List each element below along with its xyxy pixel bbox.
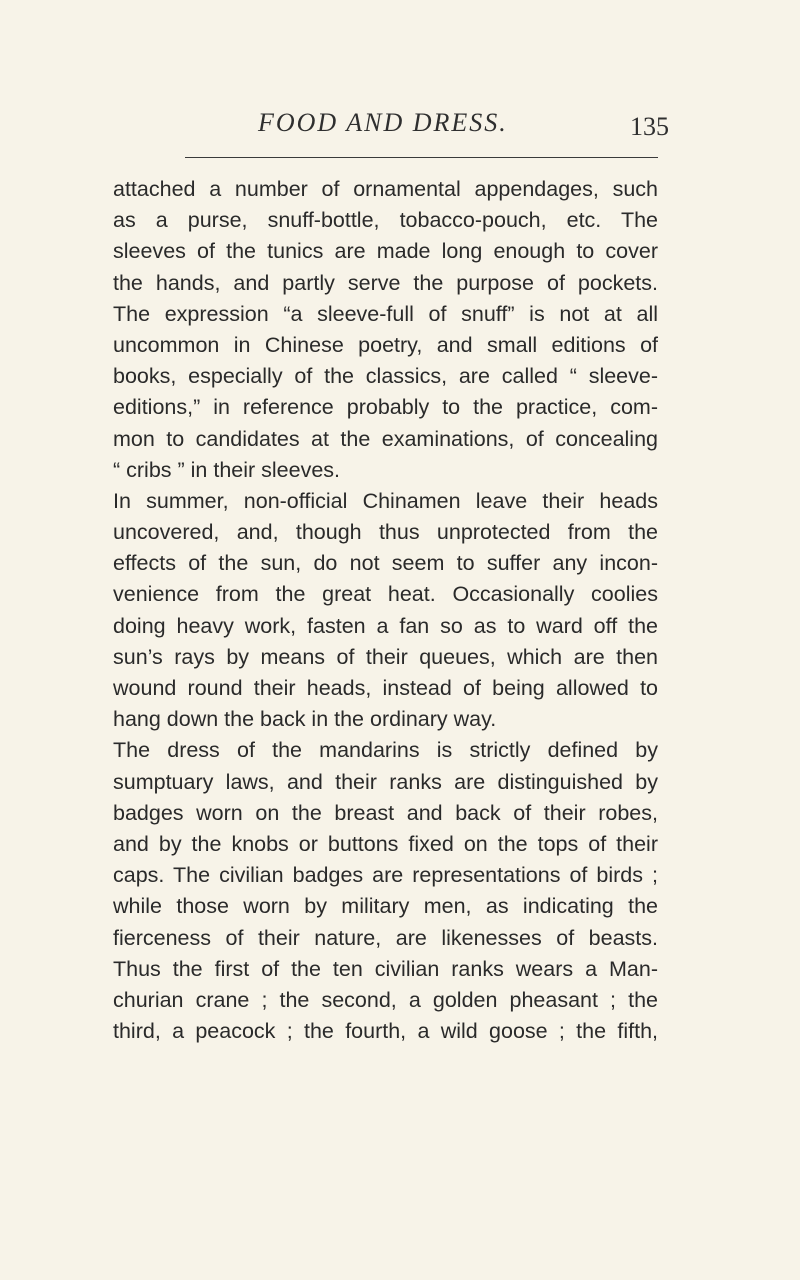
text-line: venience from the great heat. Occasionally coolies — [113, 582, 658, 607]
text-line: In summer, non-official Chinamen leave their heads — [113, 488, 658, 513]
text-line: sumptuary laws, and their ranks are distinguished by — [113, 769, 658, 794]
text-line: fierceness of their nature, are likenesses of beasts. — [113, 925, 658, 950]
text-line: mon to candidates at the examinations, of concealing — [113, 426, 658, 451]
page-number: 135 — [630, 112, 669, 141]
text-line: the hands, and partly serve the purpose of pockets. — [113, 270, 658, 295]
text-line: hang down the back in the ordinary way. — [113, 707, 497, 732]
text-line: doing heavy work, fasten a fan so as to ward off the — [113, 613, 658, 638]
text-line: “ cribs ” in their sleeves. — [113, 457, 341, 482]
text-line: books, especially of the classics, are called “ sleeve- — [113, 364, 658, 389]
body-text — [113, 174, 658, 1047]
text-line: Thus the first of the ten civilian ranks wears a Man- — [113, 956, 658, 981]
text-line: The expression “a sleeve-full of snuff” is not at all — [113, 301, 658, 326]
text-line: The dress of the mandarins is strictly defined by — [113, 738, 658, 763]
text-line: sleeves of the tunics are made long enough to cover — [113, 239, 658, 264]
running-head-title: FOOD AND DRESS. — [258, 108, 508, 137]
text-line: and by the knobs or buttons fixed on the tops of their — [113, 831, 658, 856]
text-line: sun’s rays by means of their queues, which are then — [113, 644, 658, 669]
text-line: third, a peacock ; the fourth, a wild goose ; the fifth, — [113, 1019, 658, 1044]
text-line: uncommon in Chinese poetry, and small editions of — [113, 332, 658, 357]
text-line: churian crane ; the second, a golden pheasant ; the — [113, 987, 658, 1012]
text-line: badges worn on the breast and back of their robes, — [113, 800, 658, 825]
text-line: effects of the sun, do not seem to suffer any incon- — [113, 551, 658, 576]
text-line: caps. The civilian badges are representations of birds ; — [113, 863, 658, 888]
text-line: attached a number of ornamental appendages, such — [113, 177, 658, 201]
text-line: editions,” in reference probably to the practice, com- — [113, 395, 658, 420]
text-line: uncovered, and, though thus unprotected from the — [113, 520, 658, 545]
header-rule — [185, 157, 658, 158]
text-line: wound round their heads, instead of being allowed to — [113, 676, 658, 700]
text-line: as a purse, snuff-bottle, tobacco-pouch, etc. The — [113, 208, 658, 233]
text-line: while those worn by military men, as indicating the — [113, 894, 658, 919]
